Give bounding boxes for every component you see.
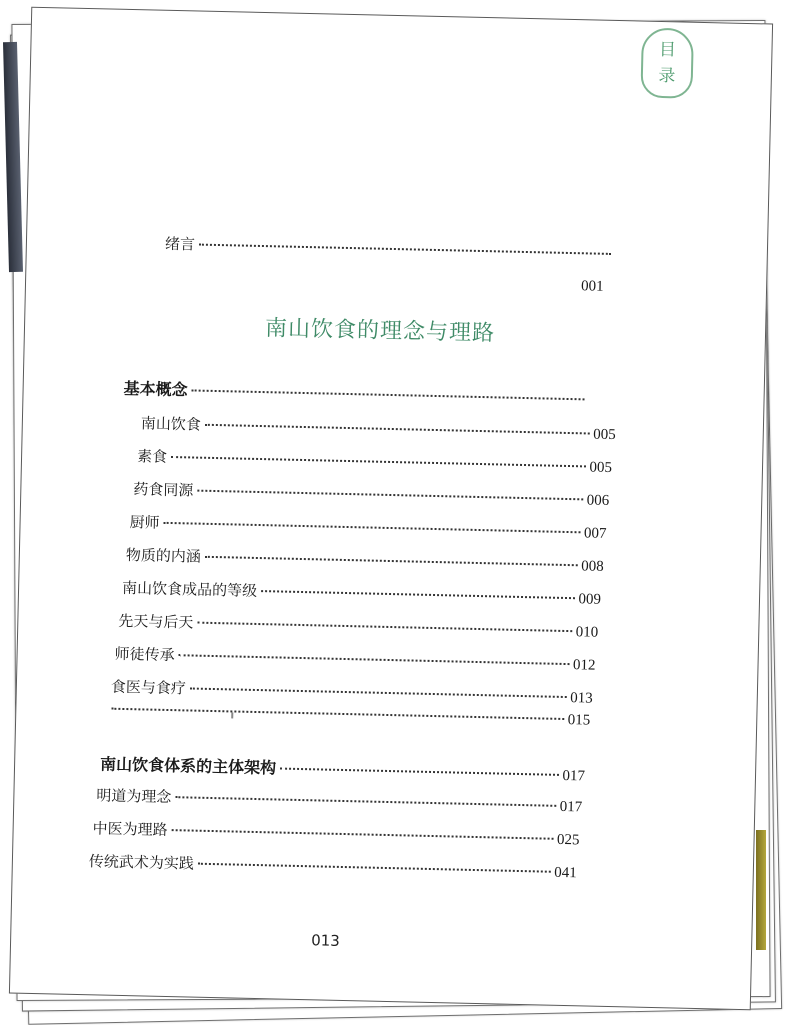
toc-entry-label: 绪言 [164,234,196,254]
dot-leader [205,424,589,435]
section-title: 南山饮食的理念与理路 [264,316,496,347]
toc-entry-label: 先天与后天 [118,611,194,632]
toc-entry-page: 005 [593,426,616,444]
badge-char: 目 [658,39,677,61]
toc-entry[interactable] [122,577,601,609]
toc-heading-label: 南山饮食体系的主体架构 [99,754,277,778]
book-cover-edge [756,830,766,950]
toc-entry-label: 南山饮食 [140,414,202,434]
toc-entry[interactable] [114,643,595,675]
toc-entry[interactable] [126,544,604,576]
toc-entry-page: 001 [580,278,604,295]
toc-entry-label: 明道为理念 [96,786,172,807]
badge-char: 录 [658,65,676,87]
paper-speck [231,712,233,718]
toc-entry-label: 药食同源 [133,480,194,500]
toc-entry-page: 009 [578,591,602,608]
toc-entry-preface-page [581,278,604,296]
dot-leader [197,490,582,501]
dot-leader [199,244,611,255]
toc-page [9,7,773,1011]
dot-leader [198,863,550,873]
toc-entry-label: 食医与食疗 [110,677,187,698]
toc-entry-page: 015 [567,712,591,729]
contents-badge [640,28,694,99]
dot-leader [192,389,585,400]
toc-entry[interactable] [133,478,609,510]
toc-entry[interactable] [129,511,606,543]
toc-entry-page: 006 [586,492,610,509]
toc-entry-page: 012 [572,657,596,674]
toc-entry-page: 005 [589,459,613,477]
toc-entry-page: 017 [559,798,583,816]
dot-leader [205,556,577,566]
toc-entry-page: 013 [570,690,593,707]
toc-entry-label: 素食 [136,447,168,466]
toc-group-heading[interactable] [100,751,585,785]
toc-entry-label: 南山饮食成品的等级 [121,578,258,600]
toc-entry-page: 041 [554,864,577,882]
dot-leader [175,796,555,807]
toc-group-heading[interactable] [123,376,588,410]
dot-leader [164,522,580,533]
toc-heading-label: 基本概念 [123,378,188,400]
dot-leader [179,654,569,665]
toc-entry[interactable] [92,817,579,849]
toc-entry-label: 师徒传承 [114,644,175,665]
toc-entry[interactable] [96,784,582,816]
toc-entry-label: 厨师 [129,513,160,532]
toc-entry-page: 007 [583,525,607,542]
toc-entry[interactable] [141,412,616,444]
dot-leader [190,687,566,698]
toc-entry-label: 物质的内涵 [125,545,202,566]
toc-entry-page: 008 [581,558,604,575]
toc-entry[interactable] [89,850,577,882]
toc-entry-label: 传统武术为实践 [88,852,195,873]
dot-leader [172,829,553,840]
dot-leader [280,768,558,776]
toc-entry-preface[interactable] [165,233,615,264]
dot-leader [261,590,574,599]
page-number: 013 [310,931,341,950]
toc-entry-page: 025 [556,831,580,849]
toc-entry-label: 中医为理路 [92,819,168,840]
toc-heading-page: 017 [562,767,586,785]
toc-entry[interactable] [137,445,612,477]
toc-entry-page: 010 [575,624,599,641]
dot-leader [111,708,563,720]
toc-entry[interactable] [118,610,598,642]
dot-leader [197,622,571,632]
dot-leader [171,456,585,467]
